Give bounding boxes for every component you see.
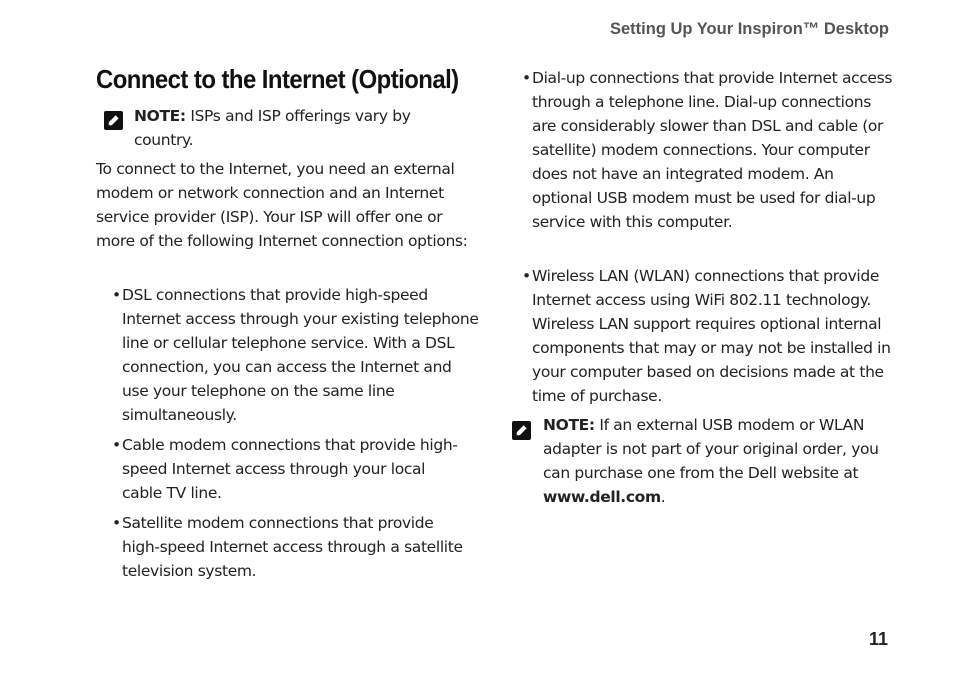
note-label: NOTE: <box>543 416 595 434</box>
bullet-text: Wireless LAN (WLAN) connections that provide Internet access using WiFi 802.11 technology. Wireless LAN support requires optional internal components that may or may not be installed in your computer based on decisions made at the time of purchase. <box>532 267 891 405</box>
section-title: Connect to the Internet (Optional) <box>96 64 459 94</box>
bullet-text: DSL connections that provide high-speed Internet access through your existing telephone line or cellular telephone service. With a DSL connection, you can access the Internet and use your telephone on the same line simultaneously. <box>122 286 479 424</box>
list-item <box>112 511 467 583</box>
bullet-dot: • <box>112 436 121 454</box>
note-pencil-icon <box>104 111 123 130</box>
dell-website-link[interactable]: www.dell.com <box>543 488 661 506</box>
running-header: Setting Up Your Inspiron™ Desktop <box>610 20 889 38</box>
note-pencil-icon <box>512 421 531 440</box>
bullet-dot: • <box>522 267 531 285</box>
note-text-end: . <box>660 488 666 506</box>
list-item <box>522 264 892 408</box>
note-text: ISPs and ISP offerings vary by country. <box>134 107 411 149</box>
bullet-text: Satellite modem connections that provide high-speed Internet access through a satellite television system. <box>122 514 463 580</box>
bullet-text: Dial-up connections that provide Internet access through a telephone line. Dial-up connections are considerably slower than DSL and cable (or satellite) modem connections. Your computer does not have an integrated modem. An optional USB modem must be used for dial-up service with this computer. <box>532 69 893 231</box>
note-text: If an external USB modem or WLAN adapter is not part of your original order, you can purchase one from the Dell website at <box>543 416 879 482</box>
note-label: NOTE: <box>134 107 186 125</box>
bullet-dot: • <box>112 286 121 304</box>
page-number: 11 <box>868 629 888 649</box>
list-item <box>112 433 462 505</box>
list-item <box>112 283 480 427</box>
bullet-dot: • <box>522 69 531 87</box>
bullet-text: Cable modem connections that provide high-speed Internet access through your local cable TV line. <box>122 436 458 502</box>
list-item <box>522 66 894 234</box>
bullet-dot: • <box>112 514 121 532</box>
intro-paragraph: To connect to the Internet, you need an external modem or network connection and an Internet service provider (ISP). Your ISP will offer one or more of the following Internet connection options: <box>96 160 468 250</box>
